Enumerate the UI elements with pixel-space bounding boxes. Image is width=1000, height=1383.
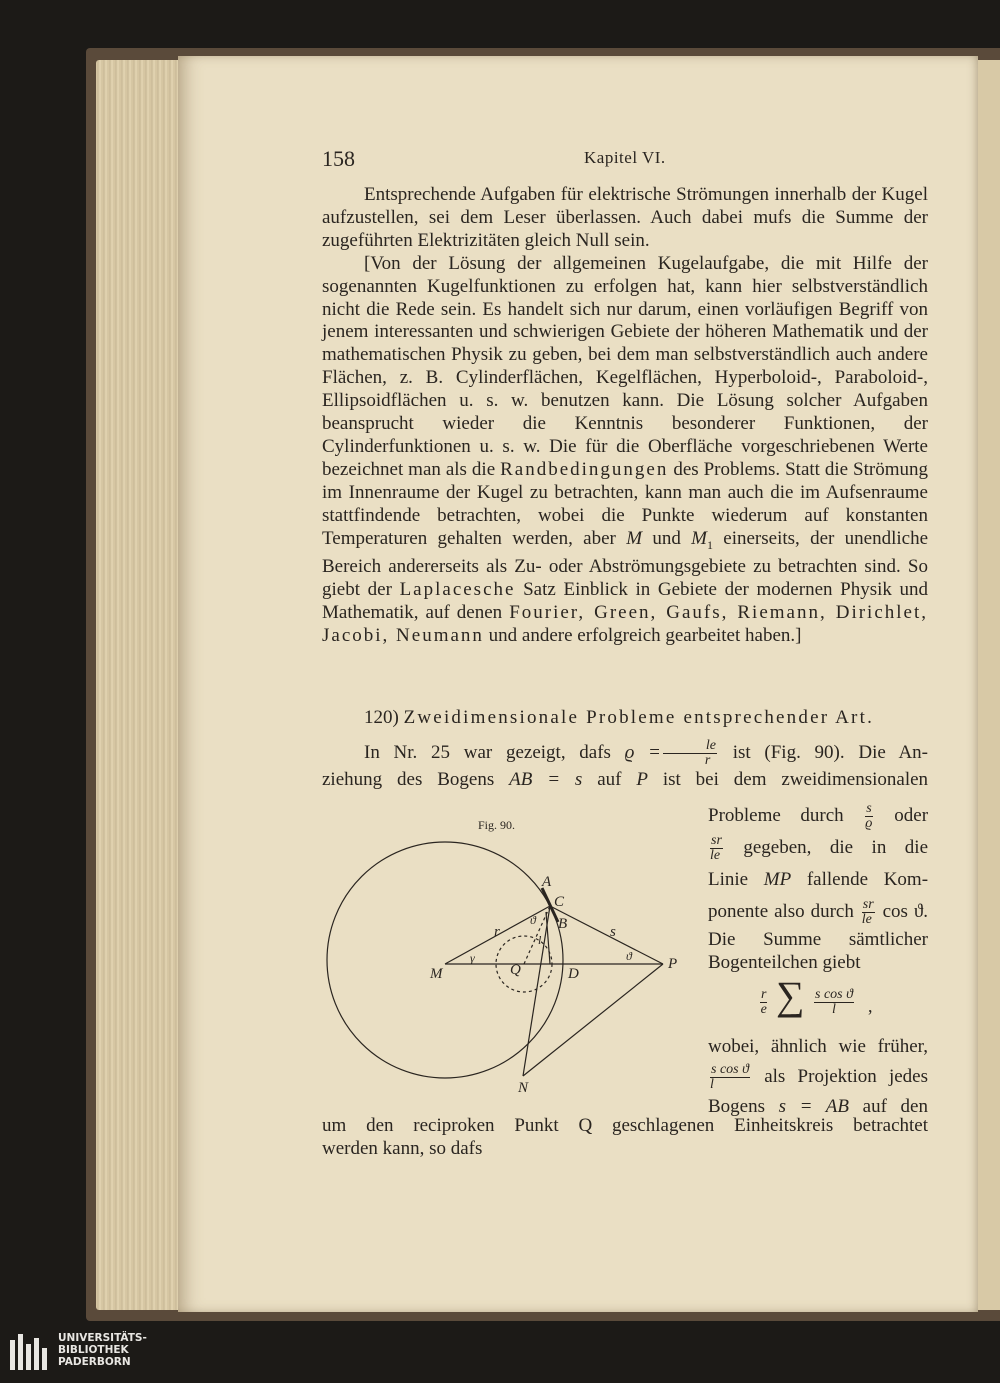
label-s: s: [610, 924, 616, 940]
body-line-2: ziehung des Bogens AB = s auf P ist bei dem zweidimensionalen: [322, 769, 929, 790]
page-edges: [96, 60, 186, 1310]
label-theta-1: ϑ: [530, 913, 536, 927]
line-ap: [550, 906, 663, 964]
label-a: A: [542, 874, 552, 890]
body-last-lines: um den reciproken Punkt Q geschlagenen Einheitskreis betrachtet werden kann, so dafs: [322, 1115, 928, 1159]
body-line-1: In Nr. 25 war gezeigt, dafs ϱ = $\frac{le}{r}$ ist (Fig. 90). Die An-: [364, 738, 929, 769]
label-l: l: [538, 933, 542, 947]
label-p: P: [668, 956, 678, 972]
paragraph-2: [Von der Lösung der allgemeinen Kugelaufgabe, die mit Hilfe der sogenannten Kugelfunktionen zu erfolgen hat, kann hier selbstverständlich nicht die Rede sein. Es handelt sich nur darum, einen vorläufigen Begriff von jenem interessanten und schwierigen Gebiete der höheren Mathematik und der mathematischen Physik zu geben, bei dem man selbstverständlich auch andere Flächen, z. B. Cylinderflächen, Kegelflächen, Hyperboloid-, Paraboloid-, Ellipsoidflächen u. s. w. benutzen kann. Die Lösung solcher Aufgaben beansprucht wieder die Kenntnis besonderer Funktionen, der Cylinderfunktionen u. s. w. Die für die Oberfläche vorgeschriebenen Werte bezeichnet man als die Randbedingungen des Problems. Statt die Strömung im Innenraume der Kugel zu betrachten, kann man auch die im Aufsenraume stattfindende betrachten, wobei die Punkte wiederum auf konstanten Temperaturen gehalten werden, aber M und $M_1$ einerseits, der unendliche Bereich andererseits als Zu- oder Abströmungsgebiete zu betrachten sind. So giebt der Laplacesche Satz Einblick in Gebiete der modernen Physik und Mathematik, auf denen Fourier, Green, Gaufs, Riemann, Dirichlet, Jacobi, Neumann und andere erfolgreich gearbeitet haben.]: [322, 252, 929, 647]
figure-caption: Fig. 90.: [478, 818, 516, 832]
figure-90: [318, 836, 698, 1094]
section-heading: [322, 707, 928, 730]
label-m: M: [430, 966, 443, 982]
right-column-text: Probleme durch $\frac{s}{ϱ}$ oder $\frac{sr}{le}$ gegeben, die in die Linie MP fallende Kom- ponente also durch $\frac{sr}{le}$ cos ϑ. Die Summe sämtlicher Bogenteilchen giebt: [708, 801, 929, 973]
label-d: D: [568, 966, 579, 982]
term-randbedingungen: Randbedingungen: [500, 458, 669, 480]
label-r: r: [494, 924, 500, 940]
names-list: Fourier, Green, Gaufs, Riemann, Dirichlet, Jacobi, Neumann: [322, 602, 929, 647]
line-an: [523, 906, 550, 1076]
page-header: [322, 146, 928, 174]
page-number: 158: [322, 146, 355, 171]
library-logo-text: UNIVERSITÄTS- BIBLIOTHEK PADERBORN: [58, 1332, 147, 1368]
section-number: 120): [364, 707, 399, 728]
paragraph-1: Entsprechende Aufgaben für elektrische Strömungen innerhalb der Kugel aufzustellen, sei dem Leser überlassen. Auch dabei mufs die Summe der zugeführten Elektrizitäten gleich Null sein.: [322, 184, 928, 251]
summation-formula: $\frac{r}{e}$ ∑ $\frac{\text{s cos ϑ}}{l}$ ,: [760, 973, 873, 1018]
label-b: B: [558, 916, 568, 932]
running-head: Kapitel VI.: [584, 148, 666, 167]
large-circle: [327, 842, 563, 1078]
main-text: [322, 184, 928, 648]
label-n: N: [518, 1080, 529, 1094]
section-title: Zweidimensionale Probleme entsprechender Art.: [403, 707, 875, 728]
label-theta-2: ϑ: [626, 949, 632, 963]
label-q: Q: [510, 962, 521, 978]
label-c: C: [554, 894, 565, 910]
line-np: [523, 964, 663, 1076]
library-logo-icon: [10, 1334, 52, 1370]
library-logo: [10, 1330, 210, 1374]
label-gamma: γ: [470, 951, 475, 965]
sum-symbol: ∑: [776, 973, 805, 1018]
term-laplacesche: Laplacesche: [399, 579, 516, 601]
facing-page-edge: [978, 60, 1000, 1310]
right-column-text-2: wobei, ähnlich wie früher, $\frac{\text{s cos ϑ}}{l}$ als Projektion jedes Bogens s = AB auf den: [708, 1036, 928, 1118]
